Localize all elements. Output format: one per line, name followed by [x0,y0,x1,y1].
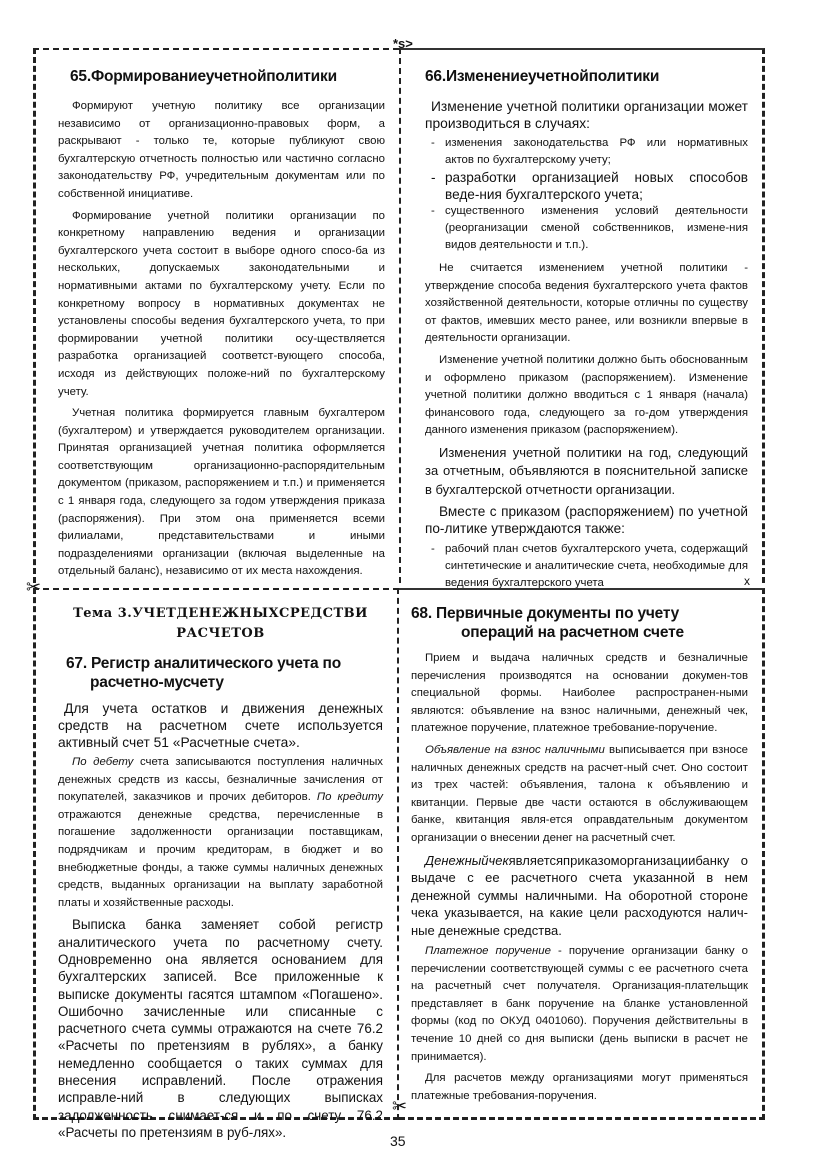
emphasis: Платежное поручение [425,945,551,958]
mid-right-mark: x [744,574,750,588]
section-66 [399,48,765,590]
scissors-icon: ✂ [392,1096,408,1116]
section-title: 65.Формированиеучетнойполитики [70,68,337,85]
text: счета записываются поступления наличных денежных средств из кассы, безналичные зачисления от покупателей, заказчиков и прочих дебиторов. [58,756,383,804]
title-line: расчетно-мусчету [90,674,224,691]
top-center-mark: *s> [393,36,413,51]
paragraph [411,742,748,848]
paragraph [411,852,748,940]
paragraph: Не считается изменением учетной политики - утверждение способа ведения бухгалтерского учета фактов хозяйственной деятельности, которые отличны по существу от фактов, имевших место ранее, или возникли впервые в деятельности организации. [425,262,748,345]
paragraph: Изменение учетной политики организации может производиться в случаях: [425,99,748,131]
paragraph: Для расчетов между организациями могут применяться платежные требования-поручения. [411,1072,748,1102]
paragraph: Учетная политика формируется главным бухгалтером (бухгалтером) и утверждается руководителем организации. Принятая организацией учетная политика оформляется соответствующим организационно-распорядительным документом (приказом, распоряжением и т.п.) и применяется с 1 января года, следующего за годом утверждения приказа (распоряжения). При этом она применяется всеми филиалами, представительствами и иными подразделениями организации (включая выделенные на отдельный баланс), независимо от их места нахождения. [58,407,385,578]
page-number: 35 [390,1133,406,1149]
topic-heading [58,604,383,644]
paragraph: Формирование учетной политики организации по конкретному направлению ведения и организации бухгалтерского учета состоит в выборе одного спосо-ба из нескольких, допускаемых законодательными и нормативными актами по бухгалтерскому учету. Если по конкретному вопросу в нормативных документах не установлены способы ведения бухгалтерского учета, то при формировании учетной политики осу-ществляется разработка организацией соответст-вующего способа, исходя из действующих положе-ний по бухгалтерскому учету. [58,209,385,398]
section-title: 66.Изменениеучетнойполитики [425,68,660,85]
scissors-icon: ✂ [26,577,42,597]
also-list [425,541,748,592]
paragraph: Выписка банка заменяет собой регистр аналитического учета по расчетному счету. Одновременно она является основанием для бухгалтерских записей. Все приложенные к выписке документы гасятся штампом «Погашено». Ошибочно зачисленные или списанные с расчетного счета суммы отражаются на счете 76.2 «Расчеты по претензиям в рублях», а банку немедленно сообщается о таких суммах для внесения исправлений. После отражения исправле-ний в следующих выписках задолженность снимает-ся и по счету 76.2 «Расчеты по претензиям в руб-лях». [58,917,383,1140]
text: отражаются денежные средства, перечисленные в погашение задолженности организации поставщикам, подрядчикам и прочим кредиторам, в бюджет и во внебюджетные фонды, а также суммы наличных денежных средств, выданных организации на выплату заработной платы и хозяйственные расходы. [58,808,383,909]
cases-list [425,135,748,254]
topic-line: РАСЧЕТОВ [176,626,265,641]
text: являетсяприказоморганизациибанку о выдаче с ее расчетного счета указанной в нем денежной суммы наличными. На оборотной стороне чека указывается, на какие цели расходуются налич-ные денежные средства. [411,852,748,938]
topic-line: Тема 3.УЧЕТДЕНЕЖНЫХСРЕДСТВИ [73,606,368,621]
emphasis: Объявление на взнос наличными [425,743,605,756]
section-65 [33,48,399,583]
title-line: 67. Регистр аналитического учета по [66,655,341,672]
section-title [411,604,748,642]
list-item: - рабочий план счетов бухгалтерского учета, содержащий синтетические и аналитические счета, необходимые для ведения бухгалтерского учета [425,541,748,592]
emphasis: Денежныйчек [425,852,509,868]
title-line: 68. Первичные документы по учету [411,605,680,622]
paragraph: Вместе с приказом (распоряжением) по учетной по-литике утверждаются также: [425,504,748,537]
list-item: - существенного изменения условий деятельности (реорганизации сменой собственников, измене-ния видов деятельности и т.п.). [425,203,748,254]
paragraph: Формируют учетную политику все организации независимо от организационно-правовых форм, а раскрывают - только те, которые публикуют свою бухгалтерскую отчетность полностью или частично согласно законодательству РФ, учредительным документам или по собственной инициативе. [58,100,385,200]
section-title [66,654,383,692]
list-item: - разработки организацией новых способов веде-ния бухгалтерского учета; [425,169,748,203]
text: выписывается при взносе наличных денежных средств на расчет-ный счет. Оно состоит из трех частей: объявления, талона к объявлению и квитанции. Первые две части остаются в обслуживающем банке, квитанция явля-ется оправдательным документом организации о внесении денег на расчетный счет. [411,743,749,844]
section-68 [399,588,765,1120]
paragraph [411,943,748,1066]
paragraph: Изменения учетной политики на год, следующий за отчетным, объявляются в пояснительной записке в бухгалтерской отчетности организации. [425,444,748,497]
section-67 [33,588,399,1140]
list-item: - изменения законодательства РФ или нормативных актов по бухгалтерскому учету; [425,135,748,169]
title-line: операций на расчетном счете [461,624,684,641]
emphasis: По дебету [72,756,134,768]
paragraph: Прием и выдача наличных средств и безналичные перечисления производятся на основании докумен-тов специальной формы. Наиболее распространен-ными являются: объявление на взнос наличными, денежный чек, платежное поручение, платежное требование-поручение. [411,652,748,735]
text: - поручение организации банку о перечислении соответствующей суммы с ее расчетного счета на расчетный счет получателя. Организация-плательщик представляет в банк поручение на бланке установленной формы (код по ОКУД 0401060). Поручения действительны в течение 10 дней со дня выписки (день выписки в расчет не принимается). [411,945,748,1063]
paragraph: Изменение учетной политики должно быть обоснованным и оформлено приказом (распоряжением). Изменение учетной политики должно вводиться с 1 января (начала) финансового года, следующего за го-дом утверждения данного изменения приказом (распоряжением). [425,353,748,437]
paragraph [58,754,383,912]
emphasis: По кредиту [316,791,383,804]
paragraph: Для учета остатков и движения денежных средств на расчетном счете используется активный счет 51 «Расчетные счета». [58,701,383,750]
